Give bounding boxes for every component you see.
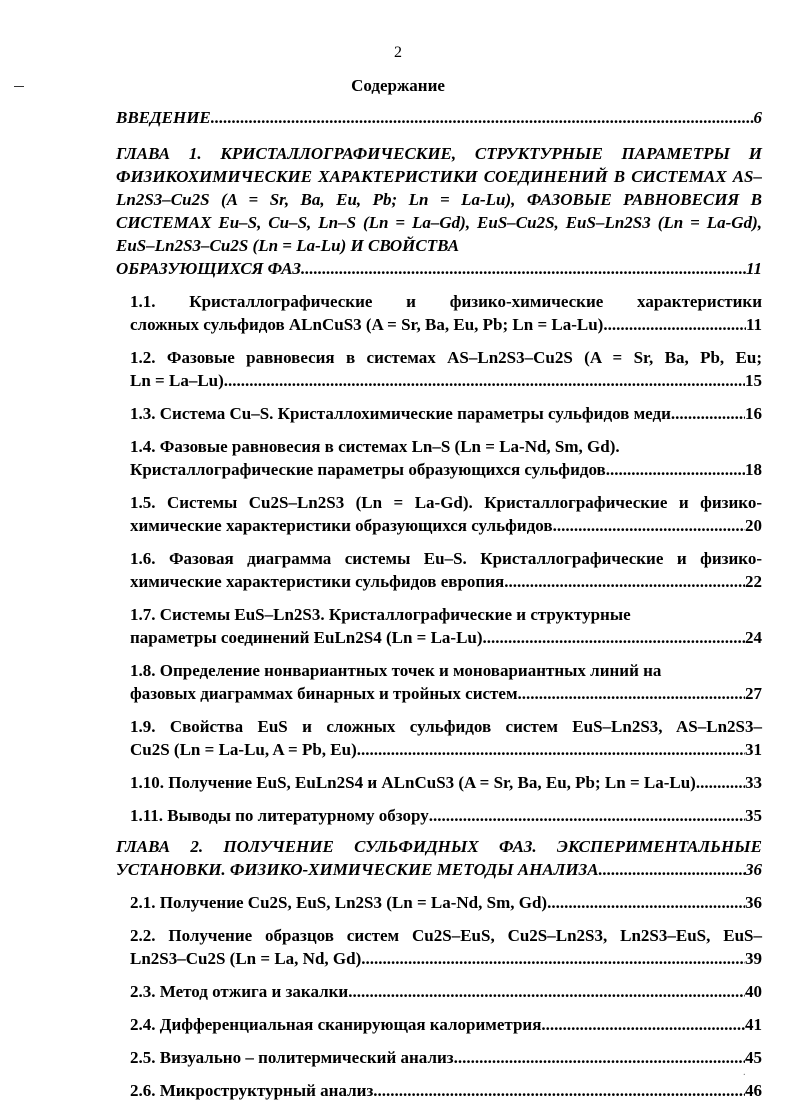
toc-entry-title: 2.6. Микроструктурный анализ [130, 1081, 374, 1100]
toc-entry-title-end: химические характеристики сульфидов европия. [130, 572, 509, 591]
toc-entry-page: 18 [745, 460, 762, 479]
toc-entry-title: 1.8. Определение нонвариантных точек и моновариантных линий на [130, 661, 662, 680]
toc-entry-title: 1.5. Системы Cu2S–Ln2S3 (Ln = La-Gd). Кристаллографические и физико- [130, 493, 762, 512]
toc-entry-page: 39 [745, 949, 762, 968]
toc-entry-title: 2.5. Визуально – политермический анализ [130, 1048, 454, 1067]
toc-entry-page: 36 [745, 860, 762, 879]
toc-entry-page: 16 [745, 404, 762, 423]
toc-entry-2-2[interactable] [116, 924, 762, 970]
toc-entry-page: 31 [745, 740, 762, 759]
toc-entry-1-6[interactable] [116, 547, 762, 593]
toc-entry-1-8[interactable] [116, 659, 762, 705]
toc-entry-1-1[interactable] [116, 290, 762, 336]
toc-entry-title: ВВЕДЕНИЕ [116, 108, 211, 127]
toc-entry-title-end: Ln2S3–Cu2S (Ln = La, Nd, Gd) [130, 949, 362, 968]
toc-entry-title-end: фазовых диаграммах бинарных и тройных систем [130, 684, 518, 703]
toc-entry-page: 35 [745, 806, 762, 825]
toc-entry-page: 46 [745, 1081, 762, 1100]
toc-entry-title: 1.10. Получение EuS, EuLn2S4 и ALnCuS3 (A = Sr, Ba, Eu, Pb; Ln = La-Lu) [130, 773, 696, 792]
toc-entry-page: 33 [745, 773, 762, 792]
toc-entry-1-5[interactable] [116, 491, 762, 537]
toc-entry-title: 2.1. Получение Cu2S, EuS, Ln2S3 (Ln = La-Nd, Sm, Gd). [130, 893, 552, 912]
toc-entry-1-9[interactable] [116, 715, 762, 761]
toc-entry-title: 1.3. Система Cu–S. Кристаллохимические параметры сульфидов меди. [130, 404, 676, 423]
toc-entry-title-end: химические характеристики образующихся сульфидов [130, 516, 553, 535]
toc-entry-2-3[interactable] [116, 980, 762, 1003]
toc-entry-1-4[interactable] [116, 435, 762, 481]
toc-entry-title: 2.2. Получение образцов систем Cu2S–EuS, Cu2S–Ln2S3, Ln2S3–EuS, EuS– [130, 926, 762, 945]
toc-entry-title: 1.2. Фазовые равновесия в системах AS–Ln2S3–Cu2S (A = Sr, Ba, Pb, Eu; [130, 348, 762, 367]
toc-entry-page: 45 [745, 1048, 762, 1067]
toc-entry-title: 1.7. Системы EuS–Ln2S3. Кристаллографические и структурные [130, 605, 631, 624]
toc-entry-2-6[interactable] [116, 1079, 762, 1102]
toc-entry-title: 1.9. Свойства EuS и сложных сульфидов систем EuS–Ln2S3, AS–Ln2S3– [130, 717, 762, 736]
toc-entry-page: 24 [745, 628, 762, 647]
toc-entry-1-3[interactable] [116, 402, 762, 425]
toc-entry-title-end: Ln = La–Lu) [130, 371, 224, 390]
toc-entry-2-1[interactable] [116, 891, 762, 914]
scan-mark: · [742, 1070, 746, 1081]
toc-entry-title: 1.6. Фазовая диаграмма системы Eu–S. Кристаллографические и физико- [130, 549, 762, 568]
toc-entry-title: 2.3. Метод отжига и закалки. [130, 982, 353, 1001]
toc-entry-title: ГЛАВА 2. ПОЛУЧЕНИЕ СУЛЬФИДНЫХ ФАЗ. ЭКСПЕРИМЕНТАЛЬНЫЕ [116, 837, 762, 856]
toc-entry-title-end: Cu2S (Ln = La-Lu, A = Pb, Eu) [130, 740, 357, 759]
toc-entry-1-2[interactable] [116, 346, 762, 392]
toc-entry-title-end: сложных сульфидов ALnCuS3 (A = Sr, Ba, Eu, Pb; Ln = La-Lu). [130, 315, 608, 334]
toc-entry-chapter-1[interactable] [116, 142, 762, 280]
toc-entry-title: 1.1. Кристаллографические и физико-химические характеристики [130, 292, 762, 311]
page-number: 2 [394, 44, 402, 61]
toc-entry-page: 41 [745, 1015, 762, 1034]
toc-entry-title-end: УСТАНОВКИ. ФИЗИКО-ХИМИЧЕСКИЕ МЕТОДЫ АНАЛИЗА. [116, 860, 603, 879]
toc-entry-page: 11 [745, 259, 762, 278]
toc-entry-2-5[interactable] [116, 1046, 762, 1069]
toc-entry-page: 11 [745, 315, 762, 334]
toc-entry-page: 36 [745, 893, 762, 912]
toc-entry-1-11[interactable] [116, 804, 762, 827]
toc-entry-title-end: параметры соединений EuLn2S4 (Ln = La-Lu) [130, 628, 483, 647]
page-title: Содержание [351, 76, 445, 95]
toc-entry-2-4[interactable] [116, 1013, 762, 1036]
toc-entry-title: 2.4. Дифференциальная сканирующая калориметрия [130, 1015, 542, 1034]
toc-entry-title: 1.11. Выводы по литературному обзору [130, 806, 429, 825]
toc-entry-title-end: Кристаллографические параметры образующихся сульфидов. [130, 460, 610, 479]
toc-entry-page: 40 [745, 982, 762, 1001]
toc-entry-page: 6 [753, 108, 762, 127]
toc-entry-chapter-2[interactable] [116, 835, 762, 881]
toc-entry-page: 27 [745, 684, 762, 703]
toc-entry-page: 22 [745, 572, 762, 591]
toc-entry-title-end: ОБРАЗУЮЩИХСЯ ФАЗ. [116, 259, 306, 278]
toc-entry-page: 15 [745, 371, 762, 390]
toc-entry-page: 20 [745, 516, 762, 535]
table-of-contents [116, 106, 762, 1102]
toc-entry-title: ГЛАВА 1. КРИСТАЛЛОГРАФИЧЕСКИЕ, СТРУКТУРНЫЕ ПАРАМЕТРЫ И ФИЗИКОХИМИЧЕСКИЕ ХАРАКТЕРИСТИКИ СОЕДИНЕНИЙ В СИСТЕМАХ AS–Ln2S3–Cu2S (A = Sr, Ba, Eu, Pb; Ln = La-Lu), ФАЗОВЫЕ РАВНОВЕСИЯ В СИСТЕМАХ Eu–S, Cu–S, Ln–S (Ln = La–Gd), EuS–Cu2S, EuS–Ln2S3 (Ln = La-Gd), EuS–Ln2S3–Cu2S (Ln = La-Lu) И СВОЙСТВА [116, 144, 762, 255]
toc-entry-1-10[interactable] [116, 771, 762, 794]
toc-entry-1-7[interactable] [116, 603, 762, 649]
toc-entry-title: 1.4. Фазовые равновесия в системах Ln–S (Ln = La-Nd, Sm, Gd). [130, 437, 620, 456]
toc-entry-introduction[interactable] [116, 106, 762, 129]
